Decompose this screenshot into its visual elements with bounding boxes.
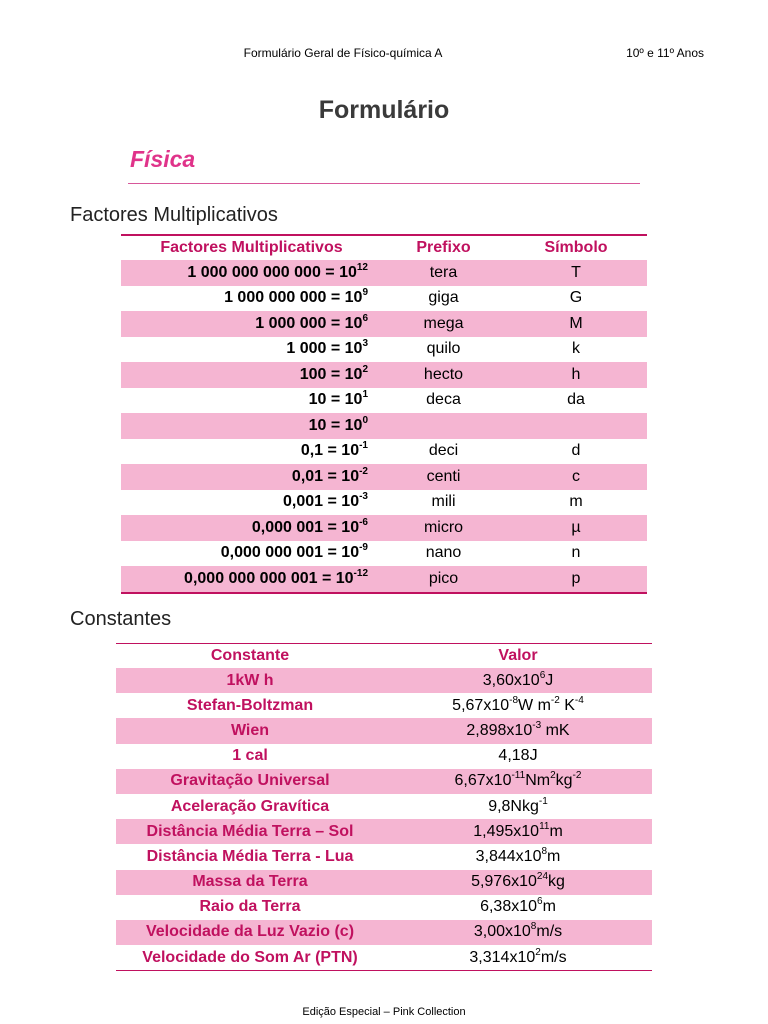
value-exponent: 11 [539,820,550,832]
value-text: 6,67x10 [454,772,512,790]
value-text: K [559,696,575,714]
constant-value-cell [384,895,652,920]
constant-value-cell [384,870,652,895]
table-row [116,945,652,971]
factor-exponent: -6 [359,516,368,528]
constant-value-cell [384,794,652,819]
value-exponent: 6 [539,669,546,681]
value-exponent: -8 [509,694,519,706]
value-text: 4,18J [498,747,538,765]
factor-cell [121,337,382,363]
prefix-cell: centi [426,467,461,485]
value-text: mK [541,721,570,739]
factor-base: 0,001 = 10 [283,493,360,511]
factor-cell [121,311,382,337]
constant-name-cell: 1 cal [232,747,268,765]
constant-value-cell [384,718,652,743]
prefix-cell: giga [428,289,459,307]
section-divider [128,183,640,184]
factor-base: 100 = 10 [299,365,363,383]
factor-base: 1 000 000 000 = 10 [224,289,363,307]
header-doc-title: Formulário Geral de Físico-química A [243,46,443,60]
constant-name-cell: Gravitação Universal [170,772,330,790]
symbol-cell: M [569,314,583,332]
value-text: m [547,847,561,865]
prefix-cell: mega [423,314,464,332]
value-exponent: -3 [532,719,542,731]
table-row [121,464,647,490]
factor-exponent: 3 [362,338,368,350]
constants-table [116,643,652,971]
table-row [121,337,647,363]
value-text: 3,844x10 [475,847,542,865]
table-row [121,286,647,312]
constant-value-cell [384,769,652,794]
table-row [121,566,647,593]
value-text: m [549,822,563,840]
factor-cell [121,286,382,312]
value-text: Nm [525,772,551,790]
factor-exponent: 2 [362,363,368,375]
factor-cell [121,541,382,567]
value-exponent: -2 [572,770,582,782]
value-text: 1,495x10 [473,822,540,840]
table-row [116,844,652,869]
factor-exponent: 6 [362,312,368,324]
factor-base: 10 = 10 [308,416,363,434]
factor-exponent: 9 [362,287,368,299]
table-row [121,311,647,337]
constant-name-cell: Velocidade da Luz Vazio (c) [145,923,355,941]
value-text: 2,898x10 [466,721,533,739]
value-exponent: 2 [550,770,556,782]
factor-cell [121,464,382,490]
constant-value-cell [384,744,652,769]
symbol-cell: m [569,493,583,511]
prefix-cell: deci [428,442,459,460]
table-row [121,439,647,465]
value-text: 6,38x10 [480,898,538,916]
factor-base: 0,01 = 10 [291,467,360,485]
table-row [116,744,652,769]
factor-exponent: -3 [359,491,368,503]
factor-exponent: 0 [362,414,368,426]
constant-name-cell: Aceleração Gravítica [170,797,330,815]
value-text: kg [548,873,565,891]
table-row [121,515,647,541]
table-header-row [116,644,652,669]
prefix-cell [382,413,505,439]
constants-subheading: Constantes [70,608,172,630]
value-exponent: -11 [511,770,526,782]
value-exponent: 6 [537,896,543,908]
symbol-cell [505,413,647,439]
factor-cell [121,388,382,414]
factor-base: 1 000 000 000 000 = 10 [187,263,357,281]
prefix-cell: tera [429,263,458,281]
page-footer: Edição Especial – Pink Collection [302,1006,466,1018]
value-text: m/s [540,948,567,966]
constant-value-cell [384,668,652,693]
factor-base: 0,000 000 001 = 10 [220,544,360,562]
value-exponent: 8 [530,921,537,933]
prefix-cell: deca [426,391,461,409]
table-row [121,413,647,439]
factor-base: 0,1 = 10 [300,442,360,460]
table-row [116,819,652,844]
table-row [116,718,652,743]
table-row [121,490,647,516]
factor-exponent: -12 [353,567,368,579]
value-text: kg [555,772,573,790]
value-text: 5,976x10 [471,873,537,891]
constant-name-cell: Stefan-Boltzman [186,696,314,714]
table-row [121,260,647,286]
table-row [121,362,647,388]
constant-value-cell [384,819,652,844]
constant-name-cell: Velocidade do Som Ar (PTN) [142,948,358,966]
symbol-cell: da [567,391,585,409]
factor-exponent: 12 [356,261,368,273]
value-exponent: -4 [574,694,584,706]
value-exponent: 8 [541,845,548,857]
value-exponent: -1 [538,795,548,807]
prefix-cell: micro [423,518,464,536]
factor-cell [121,362,382,388]
constant-value-cell [384,693,652,718]
value-text: 3,60x10 [482,671,540,689]
table-row [116,668,652,693]
symbol-cell: G [569,289,583,307]
factor-cell [121,566,382,593]
value-text: J [545,671,554,689]
factor-base: 10 = 10 [308,391,363,409]
factor-cell [121,490,382,516]
prefix-cell: quilo [426,340,461,358]
prefix-cell: pico [428,569,459,587]
factor-exponent: -2 [359,465,368,477]
table-row [116,895,652,920]
symbol-cell: k [572,340,580,358]
factor-cell [121,413,382,439]
factor-cell [121,439,382,465]
constant-value-cell [384,844,652,869]
multiplicative-subheading: Factores Multiplicativos [70,204,278,226]
factor-base: 1 000 = 10 [286,340,363,358]
factor-base: 0,000 000 000 001 = 10 [184,569,354,587]
column-header: Factores Multiplicativos [160,239,343,256]
symbol-cell: µ [571,518,581,536]
prefix-cell: mili [431,493,456,511]
value-text: 5,67x10 [452,696,510,714]
value-exponent: 2 [535,946,541,958]
multiplicative-factors-table [121,234,647,594]
symbol-cell: T [571,263,581,281]
value-exponent: 24 [536,871,549,883]
constant-name-cell: Distância Média Terra - Lua [146,847,354,865]
value-text: 3,00x10 [473,923,531,941]
value-exponent: -2 [550,694,560,706]
constant-value-cell [384,920,652,945]
constant-name-cell: Wien [230,721,270,739]
value-text: 3,314x10 [469,948,536,966]
factor-exponent: -9 [359,542,368,554]
table-row [116,870,652,895]
table-row [116,920,652,945]
page-header [0,46,768,64]
header-years: 10º e 11º Anos [626,46,704,60]
value-text: W m [518,696,551,714]
table-row [121,388,647,414]
constant-name-cell: 1kW h [226,671,274,689]
table-row [116,693,652,718]
symbol-cell: d [571,442,581,460]
constant-name-cell: Distância Média Terra – Sol [146,822,354,840]
prefix-cell: nano [425,544,462,562]
constant-name-cell: Raio da Terra [199,898,301,916]
column-header: Prefixo [416,239,471,256]
page-title: Formulário [318,96,450,124]
factor-exponent: -1 [359,440,368,452]
table-header-row [121,235,647,260]
constant-value-cell [384,945,652,971]
column-header: Símbolo [544,239,608,256]
value-text: 9,8Nkg [488,797,539,815]
factor-cell [121,515,382,541]
table-row [121,541,647,567]
constant-name-cell: Massa da Terra [192,873,308,891]
factor-base: 0,000 001 = 10 [251,518,360,536]
table-row [116,794,652,819]
column-header: Constante [210,647,290,664]
symbol-cell: c [572,467,580,485]
factor-exponent: 1 [362,389,368,401]
factor-cell [121,260,382,286]
symbol-cell: p [571,569,581,587]
value-text: m/s [536,923,563,941]
factor-base: 1 000 000 = 10 [255,314,363,332]
value-text: m [542,898,556,916]
column-header: Valor [498,647,538,664]
table-row [116,769,652,794]
symbol-cell: h [571,365,581,383]
section-title: Física [130,146,196,172]
prefix-cell: hecto [423,365,464,383]
symbol-cell: n [571,544,581,562]
